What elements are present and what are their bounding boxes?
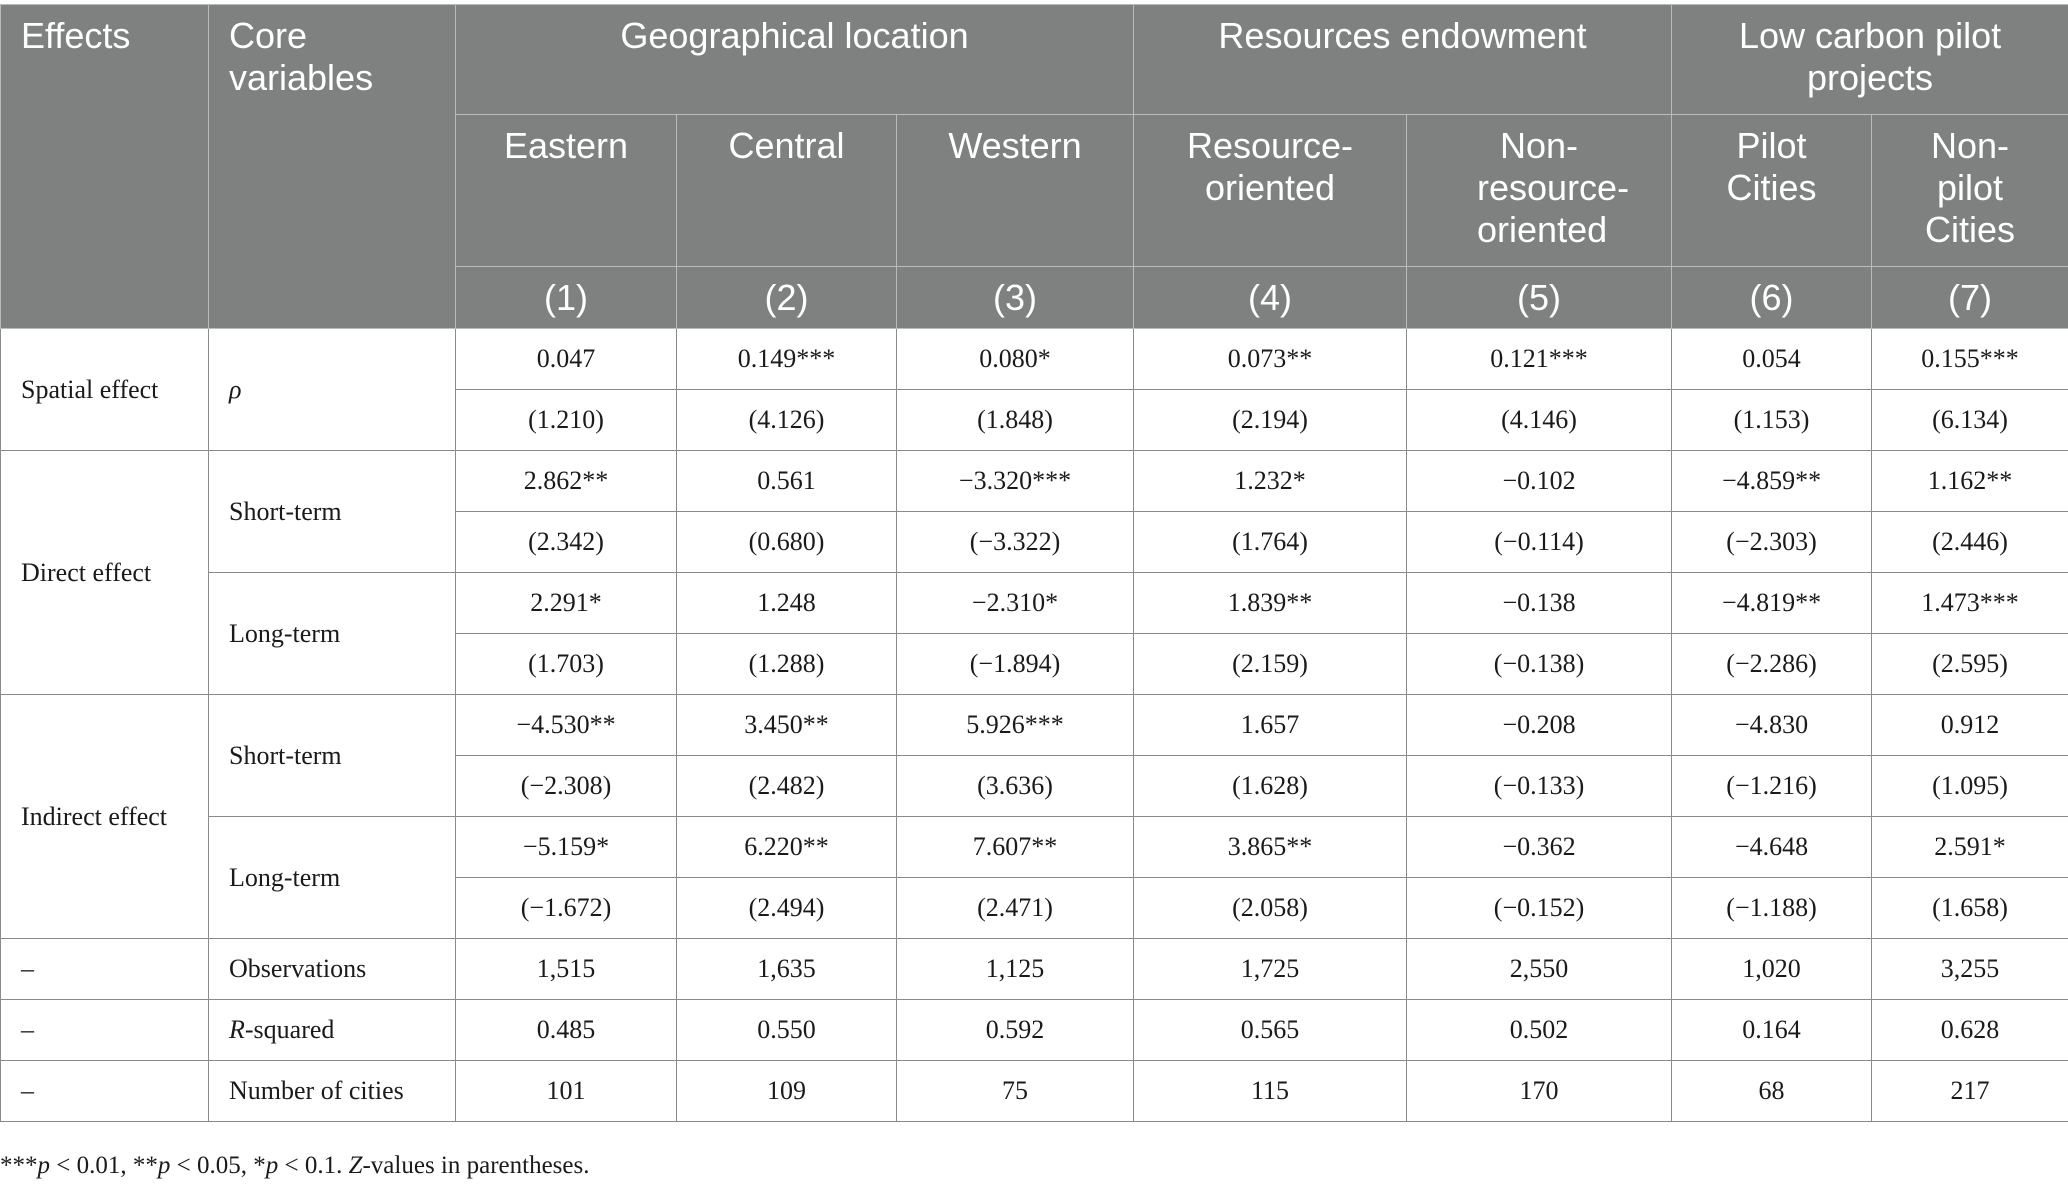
table-cell: (4.126) (677, 390, 897, 451)
table-cell: −4.830 (1672, 695, 1872, 756)
table-cell: (−1.216) (1672, 756, 1872, 817)
table-cell: 0.149*** (677, 329, 897, 390)
table-cell: −4.530** (456, 695, 677, 756)
table-cell: 2.591* (1872, 817, 2068, 878)
r-symbol: R (229, 1015, 245, 1044)
table-cell: (−1.672) (456, 878, 677, 939)
table-cell: 0.561 (677, 451, 897, 512)
table-row (1, 573, 2068, 634)
table-cell: (−1.188) (1672, 878, 1872, 939)
footnote-text: < 0.1. (278, 1152, 349, 1179)
footnote-text: < 0.05, (170, 1152, 254, 1179)
table-row (1, 451, 2068, 512)
results-table (0, 4, 2068, 1122)
table-cell: (1.095) (1872, 756, 2068, 817)
footnote-text: -values in parentheses. (362, 1152, 590, 1179)
row-label-spatial-effect: Spatial effect (1, 329, 209, 451)
footnote-p: p (265, 1152, 279, 1179)
table-cell: 0.047 (456, 329, 677, 390)
table-cell: 2,550 (1407, 939, 1672, 1000)
table-cell: 6.220** (677, 817, 897, 878)
table-cell: (1.703) (456, 634, 677, 695)
table-cell: 0.080* (897, 329, 1134, 390)
footnote-stars: ** (132, 1152, 158, 1179)
header-eastern: Eastern (456, 115, 677, 267)
footnote-p: p (37, 1152, 50, 1179)
table-cell: (2.494) (677, 878, 897, 939)
footnote-stars: * (253, 1152, 266, 1179)
table-cell: (2.058) (1134, 878, 1407, 939)
table-cell: −4.819** (1672, 573, 1872, 634)
row-variable-long-term: Long-term (209, 573, 456, 695)
table-cell: 5.926*** (897, 695, 1134, 756)
table-cell: (1.658) (1872, 878, 2068, 939)
table-cell: (−3.322) (897, 512, 1134, 573)
header-central: Central (677, 115, 897, 267)
table-cell: 7.607** (897, 817, 1134, 878)
table-cell: (−0.152) (1407, 878, 1672, 939)
table-cell: 217 (1872, 1061, 2068, 1122)
table-cell: 1.248 (677, 573, 897, 634)
table-cell: −0.102 (1407, 451, 1672, 512)
table-cell: 2.862** (456, 451, 677, 512)
table-cell: 1,725 (1134, 939, 1407, 1000)
header-col-number: (1) (456, 267, 677, 329)
table-cell: −2.310* (897, 573, 1134, 634)
table-cell: 0.485 (456, 1000, 677, 1061)
table-cell: −4.648 (1672, 817, 1872, 878)
header-col-number: (7) (1872, 267, 2068, 329)
table-cell: 1.473*** (1872, 573, 2068, 634)
table-cell: 75 (897, 1061, 1134, 1122)
table-cell: (2.446) (1872, 512, 2068, 573)
table-cell: 0.073** (1134, 329, 1407, 390)
row-label-indirect-effect: Indirect effect (1, 695, 209, 939)
header-row-groups (1, 5, 2068, 115)
table-row (1, 329, 2068, 390)
table-cell: 1,020 (1672, 939, 1872, 1000)
table-cell: (1.210) (456, 390, 677, 451)
header-resource-oriented: Resource-oriented (1134, 115, 1407, 267)
row-label-direct-effect: Direct effect (1, 451, 209, 695)
row-label-dash: – (1, 1000, 209, 1061)
table-cell: 1,125 (897, 939, 1134, 1000)
table-cell: (−2.303) (1672, 512, 1872, 573)
header-group-resources-endowment: Resources endowment (1134, 5, 1672, 115)
table-cell: 1.162** (1872, 451, 2068, 512)
footnote-p: p (157, 1152, 171, 1179)
table-row (1, 817, 2068, 878)
footnote-z: Z (348, 1152, 363, 1179)
table-cell: (−2.286) (1672, 634, 1872, 695)
r-squared-suffix: -squared (244, 1015, 335, 1044)
table-cell: 101 (456, 1061, 677, 1122)
row-variable-rho: ρ (209, 329, 456, 451)
table-cell: (−1.894) (897, 634, 1134, 695)
header-col-number: (5) (1407, 267, 1672, 329)
table-cell: 0.565 (1134, 1000, 1407, 1061)
table-cell: (−0.114) (1407, 512, 1672, 573)
header-core-variables: Core variables (209, 5, 456, 329)
table-cell: −4.859** (1672, 451, 1872, 512)
table-cell: 1,635 (677, 939, 897, 1000)
table-cell: (2.194) (1134, 390, 1407, 451)
header-col-number: (4) (1134, 267, 1407, 329)
table-cell: (2.159) (1134, 634, 1407, 695)
results-table-container (0, 4, 2068, 1122)
row-label-dash: – (1, 1061, 209, 1122)
table-cell: 0.155*** (1872, 329, 2068, 390)
header-non-pilot-cities: Non-pilot Cities (1872, 115, 2068, 267)
table-cell: 0.628 (1872, 1000, 2068, 1061)
table-cell: (1.848) (897, 390, 1134, 451)
row-variable-long-term: Long-term (209, 817, 456, 939)
table-cell: (−0.133) (1407, 756, 1672, 817)
table-cell: 0.502 (1407, 1000, 1672, 1061)
table-cell: (1.628) (1134, 756, 1407, 817)
table-cell: (1.764) (1134, 512, 1407, 573)
header-effects: Effects (1, 5, 209, 329)
table-cell: (2.482) (677, 756, 897, 817)
table-cell: 1.657 (1134, 695, 1407, 756)
header-western: Western (897, 115, 1134, 267)
table-cell: (0.680) (677, 512, 897, 573)
table-cell: (2.471) (897, 878, 1134, 939)
table-row-observations (1, 939, 2068, 1000)
table-cell: 0.121*** (1407, 329, 1672, 390)
table-cell: 1,515 (456, 939, 677, 1000)
header-group-low-carbon-pilot: Low carbon pilot projects (1672, 5, 2068, 115)
table-cell: −0.362 (1407, 817, 1672, 878)
table-cell: 170 (1407, 1061, 1672, 1122)
table-cell: 3.865** (1134, 817, 1407, 878)
header-col-number: (2) (677, 267, 897, 329)
table-cell: (−0.138) (1407, 634, 1672, 695)
header-pilot-cities: Pilot Cities (1672, 115, 1872, 267)
row-variable-number-of-cities: Number of cities (209, 1061, 456, 1122)
row-variable-observations: Observations (209, 939, 456, 1000)
header-col-number: (3) (897, 267, 1134, 329)
table-cell: 1.839** (1134, 573, 1407, 634)
table-cell: (6.134) (1872, 390, 2068, 451)
table-cell: (−2.308) (456, 756, 677, 817)
table-cell: (3.636) (897, 756, 1134, 817)
table-cell: 0.164 (1672, 1000, 1872, 1061)
header-non-resource-oriented: Non-resource-oriented (1407, 115, 1672, 267)
table-row-number-of-cities (1, 1061, 2068, 1122)
table-footnote (0, 1152, 590, 1180)
table-cell: 2.291* (456, 573, 677, 634)
table-cell: 0.592 (897, 1000, 1134, 1061)
row-label-dash: – (1, 939, 209, 1000)
footnote-text: < 0.01, (50, 1152, 133, 1179)
footnote-stars: *** (0, 1152, 38, 1179)
table-cell: (2.342) (456, 512, 677, 573)
table-cell: 115 (1134, 1061, 1407, 1122)
table-row (1, 695, 2068, 756)
row-variable-r-squared (209, 1000, 456, 1061)
table-cell: 0.550 (677, 1000, 897, 1061)
table-cell: 0.054 (1672, 329, 1872, 390)
table-cell: (1.153) (1672, 390, 1872, 451)
table-cell: (2.595) (1872, 634, 2068, 695)
table-cell: −0.208 (1407, 695, 1672, 756)
table-row-r-squared (1, 1000, 2068, 1061)
row-variable-short-term: Short-term (209, 695, 456, 817)
table-cell: 68 (1672, 1061, 1872, 1122)
header-group-geographical-location: Geographical location (456, 5, 1134, 115)
table-cell: 3,255 (1872, 939, 2068, 1000)
table-cell: −3.320*** (897, 451, 1134, 512)
table-cell: 109 (677, 1061, 897, 1122)
table-cell: −0.138 (1407, 573, 1672, 634)
table-cell: 0.912 (1872, 695, 2068, 756)
table-cell: −5.159* (456, 817, 677, 878)
table-cell: 1.232* (1134, 451, 1407, 512)
row-variable-short-term: Short-term (209, 451, 456, 573)
table-cell: 3.450** (677, 695, 897, 756)
table-cell: (1.288) (677, 634, 897, 695)
header-col-number: (6) (1672, 267, 1872, 329)
table-cell: (4.146) (1407, 390, 1672, 451)
